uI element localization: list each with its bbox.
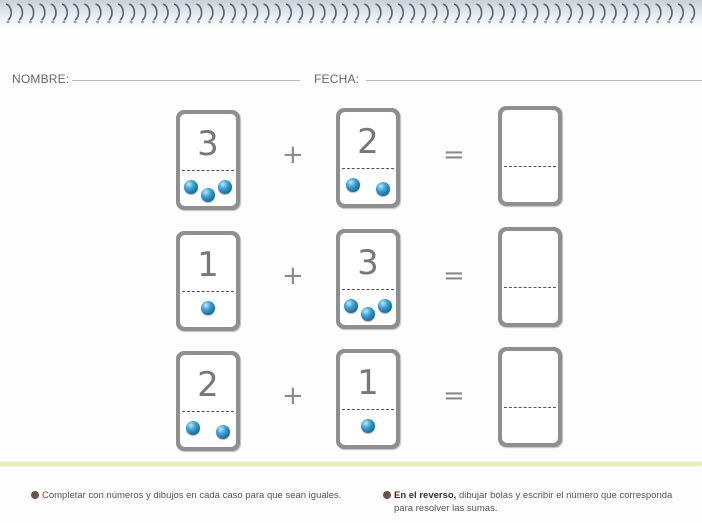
addend-card-left-number: 3 [197,124,219,164]
spiral-hole [410,21,413,23]
spiral-hole [342,21,345,23]
spiral-hole [634,21,637,23]
footer-right-note [394,489,694,515]
addend-card-left [176,351,240,451]
spiral-coil [376,4,381,20]
ball-icon [361,419,375,433]
addend-card-left-divider [182,170,234,171]
addend-card-right-face [340,112,396,204]
spiral-hole [264,21,267,23]
equals-sign: = [443,381,465,411]
addend-card-right [336,349,400,449]
spiral-hole [242,21,245,23]
spiral-hole [208,21,211,23]
spiral-hole [141,21,144,23]
spiral-coil [364,4,369,20]
spiral-hole [533,21,536,23]
spiral-coil [387,4,392,20]
spiral-hole [6,21,9,23]
spiral-hole [555,21,558,23]
addend-card-right-face [340,353,396,445]
result-card-face [502,110,558,202]
spiral-hole [510,21,513,23]
ball-icon [346,178,360,192]
result-card-face [502,351,558,443]
spiral-hole [365,21,368,23]
spiral-coil [275,4,280,20]
spiral-hole [174,21,177,23]
result-card-divider [504,166,556,167]
spiral-hole [667,21,670,23]
spiral-hole [477,21,480,23]
spiral-coil [454,4,459,20]
spiral-hole [454,21,457,23]
spiral-coil [443,4,448,20]
spiral-coil [196,4,201,20]
result-card-divider [504,407,556,408]
spiral-hole [118,21,121,23]
plus-sign: + [282,261,304,291]
spiral-coil [331,4,336,20]
spiral-coil [84,4,89,20]
spiral-hole [656,21,659,23]
ball-icon [218,180,232,194]
spiral-coil [252,4,257,20]
addend-card-left-divider [182,411,234,412]
spiral-coil [308,4,313,20]
spiral-hole [331,21,334,23]
spiral-coil [208,4,213,20]
spiral-hole [589,21,592,23]
footer-divider [0,461,702,467]
spiral-hole [466,21,469,23]
ball-icon [361,307,375,321]
result-card[interactable] [498,227,562,327]
equals-sign: = [443,140,465,170]
spiral-coil [667,4,672,20]
addend-card-left-face [180,235,236,327]
spiral-coil [129,4,134,20]
spiral-hole [286,21,289,23]
result-card[interactable] [498,347,562,447]
spiral-hole [432,21,435,23]
spiral-hole [376,21,379,23]
spiral-hole [354,21,357,23]
spiral-coil [40,4,45,20]
spiral-hole [522,21,525,23]
spiral-hole [230,21,233,23]
spiral-coil [51,4,56,20]
spiral-hole [678,21,681,23]
spiral-coil [398,4,403,20]
spiral-coil [521,4,526,20]
addend-card-right [336,229,400,329]
ball-icon [216,425,230,439]
addend-card-left-face [180,114,236,206]
spiral-hole [544,21,547,23]
addend-card-right [336,108,400,208]
spiral-coil [420,4,425,20]
spiral-coil [342,4,347,20]
spiral-coil [588,4,593,20]
spiral-coil [286,4,291,20]
spiral-hole [398,21,401,23]
spiral-hole [197,21,200,23]
spiral-hole [96,21,99,23]
spiral-hole [690,21,693,23]
ball-icon [186,421,200,435]
spiral-coil [62,4,67,20]
spiral-coil [510,4,515,20]
fecha-field-line[interactable] [366,80,702,81]
spiral-coil [219,4,224,20]
spiral-hole [152,21,155,23]
footer-right-note-line1: dibujar bolas y escribir el número que corresponda [456,490,673,501]
spiral-coil [577,4,582,20]
spiral-coil [264,4,269,20]
spiral-coil [600,4,605,20]
spiral-coil [544,4,549,20]
spiral-hole [51,21,54,23]
spiral-coil [163,4,168,20]
spiral-coil [140,4,145,20]
nombre-field-line[interactable] [72,80,300,81]
spiral-coil [118,4,123,20]
spiral-coil [241,4,246,20]
addend-card-left [176,110,240,210]
spiral-coil [488,4,493,20]
spiral-hole [253,21,256,23]
spiral-coil [644,4,649,20]
addend-card-right-divider [342,168,394,169]
bullet-icon [383,491,391,499]
spiral-coil [409,4,414,20]
ball-icon [344,299,358,313]
bullet-icon [31,491,39,499]
spiral-binding-icon [0,0,702,34]
addend-card-right-face [340,233,396,325]
spiral-hole [130,21,133,23]
spiral-hole [163,21,166,23]
spiral-hole [611,21,614,23]
addend-card-right-divider [342,409,394,410]
spiral-hole [387,21,390,23]
result-card-divider [504,287,556,288]
spiral-coil [353,4,358,20]
spiral-hole [443,21,446,23]
spiral-hole [18,21,21,23]
spiral-coil [152,4,157,20]
footer-left-note: Completar con números y dibujos en cada caso para que sean iguales. [42,490,342,501]
ball-icon [201,188,215,202]
spiral-coil [633,4,638,20]
footer-right-note-bold: En el reverso, [394,490,457,501]
spiral-coil [185,4,190,20]
spiral-hole [40,21,43,23]
spiral-hole [488,21,491,23]
spiral-coil [297,4,302,20]
addend-card-right-divider [342,289,394,290]
spiral-coil [656,4,661,20]
spiral-hole [186,21,189,23]
spiral-hole [320,21,323,23]
spiral-coil [566,4,571,20]
ball-icon [378,299,392,313]
addend-card-left [176,231,240,331]
spiral-hole [298,21,301,23]
ball-icon [201,301,215,315]
ball-icon [376,182,390,196]
spiral-coil [432,4,437,20]
spiral-coil [6,4,11,20]
spiral-coil [465,4,470,20]
plus-sign: + [282,381,304,411]
spiral-hole [566,21,569,23]
fecha-label: FECHA: [314,72,360,86]
addend-card-left-divider [182,291,234,292]
spiral-hole [622,21,625,23]
result-card-face [502,231,558,323]
spiral-hole [275,21,278,23]
addend-card-right-number: 3 [357,243,379,283]
spiral-coil [499,4,504,20]
nombre-label: NOMBRE: [12,72,70,86]
spiral-coil [320,4,325,20]
spiral-hole [219,21,222,23]
spiral-hole [107,21,110,23]
spiral-hole [62,21,65,23]
spiral-coil [476,4,481,20]
result-card[interactable] [498,106,562,206]
header-row [12,72,700,92]
equals-sign: = [443,261,465,291]
spiral-coil [73,4,78,20]
spiral-coil [17,4,22,20]
spiral-hole [421,21,424,23]
spiral-hole [85,21,88,23]
spiral-coil [689,4,694,20]
addend-card-right-number: 2 [357,122,379,162]
addend-card-right-number: 1 [357,363,379,403]
spiral-coil [230,4,235,20]
spiral-hole [74,21,77,23]
spiral-coil [28,4,33,20]
spiral-coil [107,4,112,20]
spiral-coil [611,4,616,20]
spiral-hole [578,21,581,23]
plus-sign: + [282,140,304,170]
spiral-hole [645,21,648,23]
addend-card-left-number: 2 [197,365,219,405]
ball-icon [184,180,198,194]
spiral-coil [174,4,179,20]
spiral-hole [29,21,32,23]
spiral-hole [499,21,502,23]
footer-right-note-line2: para resolver las sumas. [394,503,498,514]
spiral-hole [309,21,312,23]
addend-card-left-face [180,355,236,447]
spiral-coil [555,4,560,20]
spiral-coil [622,4,627,20]
spiral-coil [532,4,537,20]
spiral-hole [600,21,603,23]
spiral-coil [678,4,683,20]
spiral-coil [96,4,101,20]
addend-card-left-number: 1 [197,245,219,285]
